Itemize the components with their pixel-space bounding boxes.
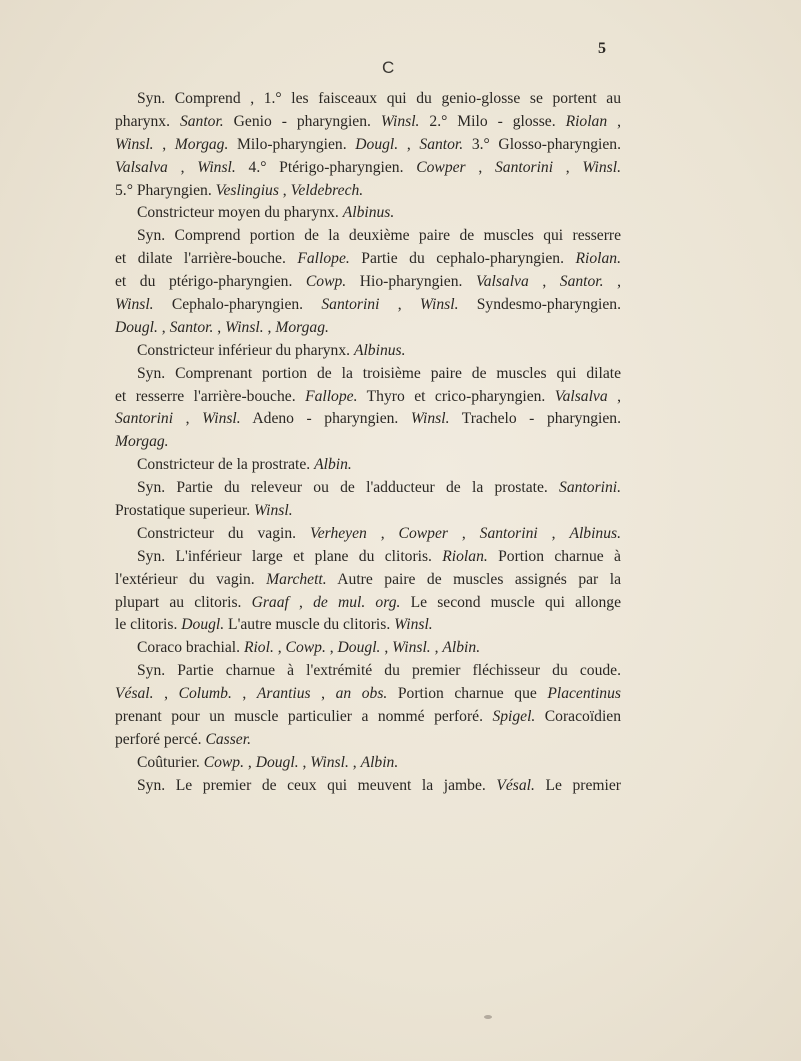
text-line [115,752,621,775]
author-citation: Fallope. [297,250,350,268]
author-citation: Santor. [559,273,604,291]
text-span: Syn. L'inférieur large et plane du clitoris. [137,547,443,565]
text-span: 5.° Pharyngien. [115,181,216,199]
text-span: 4.° Ptérigo-pharyngien. [235,158,417,176]
text-span: l'extérieur du vagin. [115,570,267,588]
text-line [115,614,621,637]
author-citation: an obs. [335,685,388,703]
text-line [115,569,621,592]
text-span: Syn. Comprend portion de la deuxième paire de muscles qui resserre [137,227,621,245]
text-span: Trachelo - pharyngien. [449,410,621,428]
text-line [115,248,621,271]
author-citation: Winsl. [380,112,420,130]
author-citation: Dougl. [115,318,158,336]
text-span: , [607,387,621,405]
author-citation: Riolan [565,112,608,130]
text-span: , [298,753,311,771]
text-line [115,225,621,248]
text-span: Constricteur du vagin. [137,524,310,542]
text-span: , [379,296,420,314]
author-citation: Columb. [178,685,232,703]
text-line [115,637,621,660]
author-citation: Winsl. [115,296,154,314]
text-line [115,134,621,157]
text-span: Constricteur moyen du pharynx. [137,204,343,222]
text-span: , [607,112,622,130]
author-citation: Santorini [115,410,174,428]
author-citation: Santor. [179,112,224,130]
text-span: , [263,318,276,336]
text-line [115,340,621,363]
text-line [115,157,621,180]
text-line [115,523,621,546]
signature-mark: C [382,58,395,77]
text-span: , [366,524,399,542]
text-span: Adeno - pharyngien. [240,410,411,428]
text-span: , [167,158,198,176]
text-span: Constricteur de la prostrate. [137,456,315,474]
text-span: , [348,753,361,771]
text-span: , [278,181,291,199]
text-line [115,546,621,569]
text-span: , [273,639,286,657]
text-span: , [157,318,170,336]
text-span: , [398,135,420,153]
text-span: et du ptérigo-pharyngien. [115,273,306,291]
text-span: , [537,524,570,542]
author-citation: Winsl. [115,135,154,153]
author-citation: Spigel. [492,708,536,726]
text-span: Coûturier. [137,753,204,771]
author-citation: Dougl. [355,135,399,153]
author-citation: Valsalva [475,273,529,291]
text-span: Genio - pharyngien. [223,112,381,130]
author-citation: Graaf [251,593,289,611]
author-citation: Winsl. [310,753,349,771]
body-text [115,88,621,798]
text-span: Autre paire de muscles assignés par la [326,570,621,588]
author-citation: Vésal. [115,685,154,703]
text-span: et dilate l'arrière-bouche. [115,250,298,268]
text-span: , [153,135,175,153]
author-citation: Vésal. [496,776,535,794]
author-citation: Winsl. [394,616,433,634]
author-citation: Valsalva [554,387,608,405]
author-citation: Albin. [442,639,481,657]
text-span: , [465,158,495,176]
text-span: , [553,158,583,176]
text-span: , [325,639,338,657]
author-citation: Dougl. [337,639,381,657]
text-span: , [173,410,203,428]
author-citation: Winsl. [582,158,621,176]
text-span: Portion charnue que [387,685,548,703]
text-span: prenant pour un muscle particulier a nommé perforé. [115,708,493,726]
text-span: Le second muscle qui allonge [400,593,621,611]
author-citation: Winsl. [197,158,236,176]
author-citation: Winsl. [392,639,431,657]
author-citation: Winsl. [254,502,293,520]
author-citation: Santor. [169,318,214,336]
author-citation: Albin. [360,753,399,771]
text-line [115,202,621,225]
text-span: Portion charnue à [487,547,621,565]
author-citation: Winsl. [410,410,450,428]
ink-fleck [484,1015,492,1019]
author-citation: Fallope. [305,387,358,405]
text-span: , [288,593,314,611]
text-span: Partie du cephalo-pharyngien. [349,250,576,268]
author-citation: Valsalva [115,158,168,176]
text-line [115,294,621,317]
page-number: 5 [598,40,606,57]
author-citation: Casser. [205,730,251,748]
author-citation: Santorini [494,158,554,176]
text-span: , [430,639,443,657]
author-citation: Cowper [416,158,466,176]
text-span: , [231,685,257,703]
author-citation: Morgag. [174,135,229,153]
text-span: Hio-pharyngien. [346,273,476,291]
author-citation: Arantius [256,685,311,703]
text-line [115,271,621,294]
text-span: Syndesmo-pharyngien. [458,296,621,314]
text-line [115,454,621,477]
author-citation: Albinus. [569,524,621,542]
text-span: Milo-pharyngien. [228,135,356,153]
text-span: Coraco brachial. [137,639,244,657]
text-line [115,386,621,409]
author-citation: Winsl. [419,296,459,314]
author-citation: Cowp. [285,639,326,657]
text-line [115,363,621,386]
author-citation: Veslingius [215,181,279,199]
text-line [115,706,621,729]
author-citation: Riol. [243,639,274,657]
author-citation: Placentinus [547,685,621,703]
text-span: Syn. Comprend , 1.° les faisceaux qui du genio-glosse se portent au [137,90,621,107]
text-span: Syn. Comprenant portion de la troisième paire de muscles qui dilate [137,364,621,382]
text-span: 3.° Glosso-pharyngien. [463,135,621,153]
text-line [115,592,621,615]
author-citation: Albinus. [342,204,395,222]
text-span: Cephalo-pharyngien. [153,296,322,314]
author-citation: Riolan. [442,547,488,565]
text-span: perforé percé. [115,730,206,748]
text-span: , [244,753,256,771]
text-line [115,180,621,203]
text-span: le clitoris. [115,616,182,634]
author-citation: Santorini [479,524,538,542]
text-line [115,111,621,134]
text-line [115,408,621,431]
text-span: plupart au clitoris. [115,593,252,611]
text-span: Syn. Partie charnue à l'extrémité du premier fléchisseur du coude. [137,662,621,680]
text-span: Thyro et crico-pharyngien. [357,387,555,405]
author-citation: de mul. org. [313,593,401,611]
text-span: Syn. Le premier de ceux qui meuvent la jambe. [137,776,497,794]
author-citation: Winsl. [202,410,241,428]
text-span: , [447,524,480,542]
text-span: Syn. Partie du releveur ou de l'adducteur de la prostate. [137,479,560,497]
author-citation: Dougl. [181,616,225,634]
author-citation: Albinus. [353,341,406,359]
author-citation: Santorini [321,296,380,314]
text-line [115,683,621,706]
text-span: Le premier [534,776,622,794]
text-line [115,729,621,752]
author-citation: Cowp. [203,753,244,771]
author-citation: Marchett. [266,570,327,588]
text-line [115,775,621,798]
author-citation: Santor. [419,135,464,153]
text-span: , [153,685,179,703]
author-citation: Cowp. [305,273,347,291]
author-citation: Cowper [398,524,448,542]
author-citation: Riolan. [575,250,621,268]
author-citation: Albin. [314,456,352,474]
text-span: 2.° Milo - glosse. [419,112,566,130]
author-citation: Veldebrech. [290,181,364,199]
text-span: , [528,273,560,291]
author-citation: Dougl. [255,753,299,771]
text-line [115,477,621,500]
text-span: Constricteur inférieur du pharynx. [137,341,354,359]
text-span: Prostatique superieur. [115,502,255,520]
author-citation: Morgag. [115,433,169,451]
author-citation: Winsl. [225,318,264,336]
text-span: Coracoïdien [535,708,621,726]
text-span: pharynx. [115,112,180,130]
author-citation: Morgag. [275,318,329,336]
text-span: , [380,639,393,657]
text-line [115,660,621,683]
text-line [115,317,621,340]
text-line [115,431,621,454]
text-span: L'autre muscle du clitoris. [224,616,395,634]
text-line [115,88,621,111]
text-span: , [603,273,621,291]
author-citation: Verheyen [309,524,367,542]
text-span: , [310,685,336,703]
text-line [115,500,621,523]
author-citation: Santorini. [559,479,621,497]
text-span: et resserre l'arrière-bouche. [115,387,306,405]
text-span: , [213,318,226,336]
